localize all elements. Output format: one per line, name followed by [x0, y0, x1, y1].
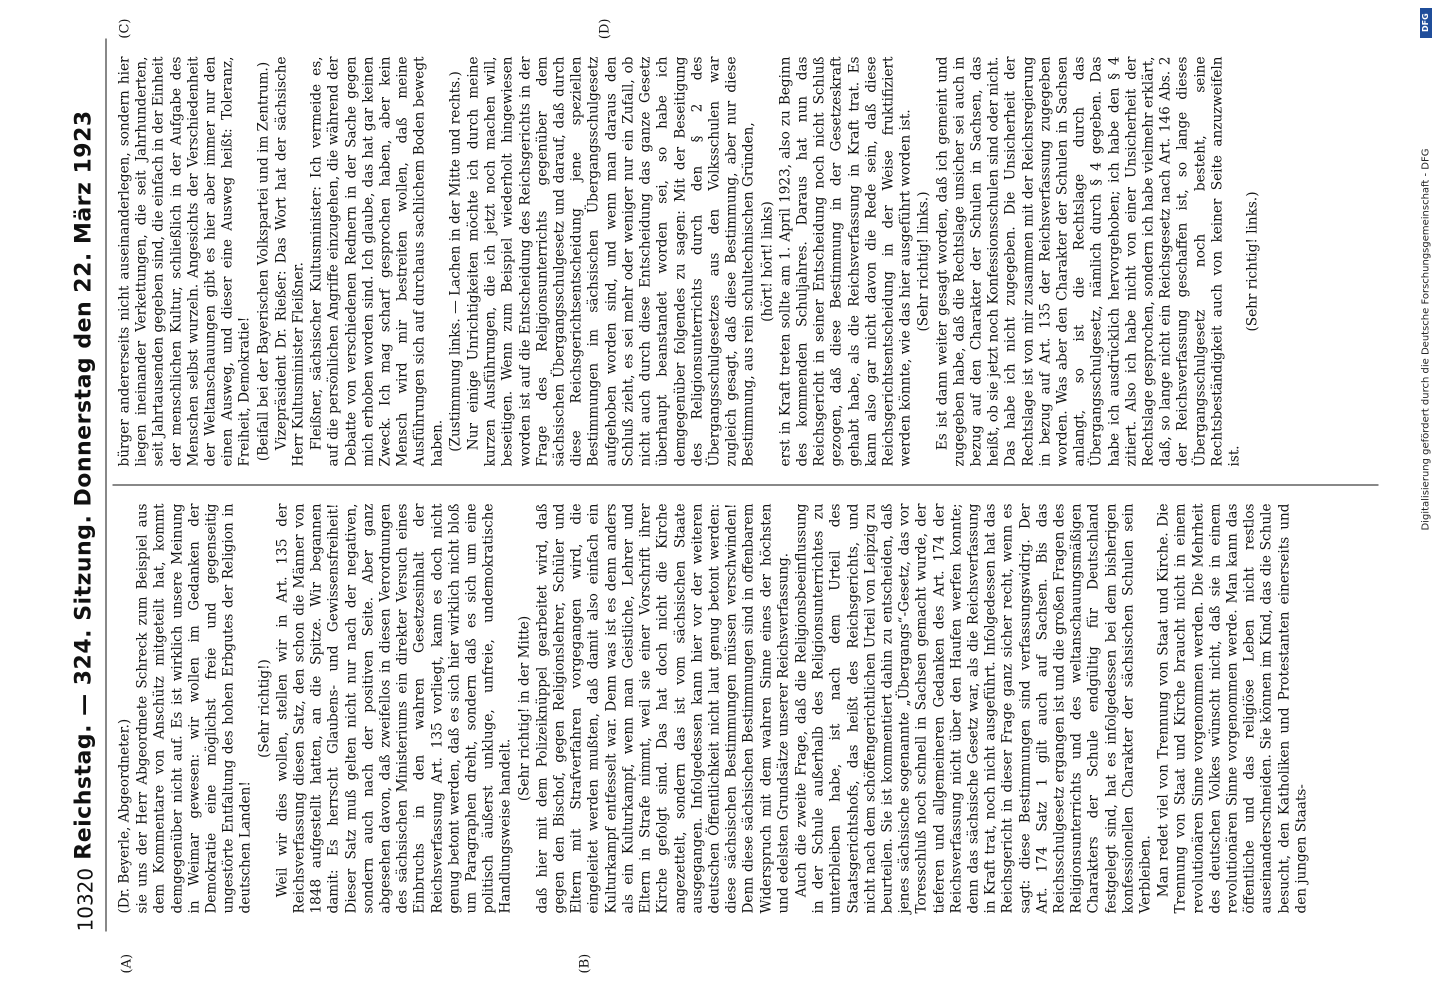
dfg-logo: DFG [1420, 8, 1432, 38]
paragraph: Auch die zweite Frage, daß die Religionsbeeinflussung in der Schule außerhalb des Religionsunterrichtes zu unterbleiben habe, ist nach dem Urteil des Staatsgerichtshofs, das heißt des Reichsgerichts, und nicht nach dem schöffengerichtlichen Urteil von Leipzig zu beurteilen. Sie ist kommentiert dahin zu entscheiden, daß jenes sächsische sogenannte „Übergangs“-Gesetz, das vor Toresschluß noch schnell in Sachsen gemacht wurde, der tieferen und allgemeineren Gedanken des Art. 174 der Reichsverfassung nicht über den Haufen werfen konnte; denn das sächsische Gesetz war, als die Reichsverfassung in Kraft trat, noch nicht ausgeführt. Infolgedessen hat das Reichsgericht in dieser Frage ganz sicher recht, wenn es sagt: diese Bestimmungen sind verfassungswidrig. Der Art. 174 Satz 1 gilt auch auf Sachsen. Bis das Reichsschulgesetz ergangen ist und die großen Fragen des Religionsunterrichts und des weltanschauungsmäßigen Charakters der Schule endgültig für Deutschland festgelegt sind, hat es infolgedessen bei dem bisherigen konfessionellen Charakter der sächsischen Schulen sein Verbleiben. [792, 503, 1153, 914]
scanned-page [47, 13, 1387, 988]
margin-marker-b: (B) [577, 953, 592, 974]
dfg-watermark-text: Digitalisierung gefördert durch die Deutsche Forschungsgemeinschaft - DFG [1420, 148, 1432, 531]
paragraph: bürger andererseits nicht auseinanderlegen, sondern hier liegen ineinander Verkettungen, die seit Jahrhunderten, seit Jahrtausenden gegeben sind, die einfach in der Einheit der menschlichen Kultur, schließlich in der Aufgabe des Menschen selbst wurzeln. Angesichts der Verschiedenheit der Weltanschauungen gibt es hier aber immer nur den einen Ausweg, und dieser eine Ausweg heißt: Toleranz, Freiheit, Demokratie! [116, 56, 253, 467]
interjection: (Sehr richtig!) [255, 659, 272, 758]
paragraph: Weil wir dies wollen, stellen wir in Art. 135 der Reichsverfassung diesen Satz, den schon die Männer von 1848 aufgestellt hatten, an die Spitze. Wir begannen damit: Es herrscht Glaubens- und Gewissensfreiheit! Dieser Satz muß gelten nicht nur nach der negativen, sondern auch nach der positiven Seite. Aber ganz abgesehen davon, daß zweifellos in diesen Verordnungen des sächsischen Ministeriums ein direkter Versuch eines Einbruchs in den wahren Gesetzesinhalt der Reichsverfassung Art. 135 vorliegt, kann es doch nicht genug betont werden, daß es sich hier wirklich nicht bloß um Paragraphen dreht, sondern daß es sich um eine politisch äußerst unkluge, unfreie, undemokratische Handlungsweise handelt. [273, 503, 514, 914]
margin-marker-d: (D) [597, 18, 612, 40]
paragraph: erst in Kraft treten sollte am 1. April 1923, also zu Beginn des kommenden Schuljahres. Daraus hat nun das Reichsgericht in seiner Entscheidung noch nicht Schluß gezogen, daß diese Bestimmung in der Gesetzeskraft gehabt habe, als die Reichsverfassung in Kraft trat. Es kann also gar nicht davon die Rede sein, daß diese Reichsgerichtsentscheidung in der Weise fruktifiziert werden könnte, wie das hier ausgeführt worden ist. [776, 56, 914, 467]
paragraph: Es ist dann weiter gesagt worden, daß ich gemeint und zugegeben habe, daß die Rechtslage unsicher sei auch in bezug auf den Charakter der Schulen in Sachsen, das heißt, ob sie jetzt noch Konfessionsschulen sind oder nicht. Das habe ich nicht zugegeben. Die Unsicherheit der Rechtslage ist von mir zusammen mit der Reichsregierung in bezug auf Art. 135 der Reichsverfassung zugegeben worden. Was aber den Charakter der Schulen in Sachsen anlangt, so ist die Rechtslage durch das Übergangsschulgesetz, nämlich durch § 4 gegeben. Das habe ich ausdrücklich hervorgehoben; ich habe den § 4 zitiert. Also ich habe nicht von einer Unsicherheit der Rechtslage gesprochen, sondern ich habe vielmehr erklärt, daß, so lange nicht ein Reichsgesetz nach Art. 146 Abs. 2 der Reichsverfassung geschaffen ist, so lange dieses Übergangsschulgesetz noch besteht, seine Rechtsbeständigkeit auch von keiner Seite anzuzweifeln ist. [933, 56, 1242, 467]
paragraph: sie uns der Herr Abgeordnete Schreck zum Beispiel aus dem Kommentare von Anschütz mitgeteilt hat, kommt demgegenüber nicht auf. Es ist wirklich unsere Meinung in Weimar gewesen: wir wollen im Gedanken der Demokratie eine möglichst freie und gegenseitig ungestörte Entfaltung des hohen Erbgutes der Religion in deutschen Landen! [134, 503, 254, 914]
paragraph: daß hier mit dem Polizeiknüppel gearbeitet wird, daß gegen den Bischof, gegen Religionslehrer, Schüler und Eltern mit Strafverfahren vorgegangen wird, die eingeleitet werden mußten, daß damit also einfach ein Kulturkampf entfesselt war. Denn was ist es denn anders als ein Kulturkampf, wenn man Geistliche, Lehrer und Eltern in Strafe nimmt, weil sie einer Vorschrift ihrer Kirche gefolgt sind. Das hat doch nicht die Kirche angezettelt, sondern das ist vom sächsischen Staate ausgegangen. Infolgedessen kann hier vor der weiteren deutschen Öffentlichkeit nicht laut genug betont werden: diese sächsischen Bestimmungen müssen verschwinden! Denn diese sächsischen Bestimmungen sind in offenbarem Widerspruch mit dem wahren Sinne eines der höchsten und edelsten Grundsätze unserer Reichsverfassung. [533, 503, 791, 914]
page-header [65, 39, 106, 932]
speaker-attribution: (Dr. Beyerle, Abgeordneter.) [116, 718, 132, 914]
interjection: (Sehr richtig! links.) [915, 191, 932, 332]
paragraph: Man redet viel von Trennung von Staat und Kirche. Die Trennung von Staat und Kirche braucht nicht in einem revolutionären Sinne vorgenommen werden. Die Mehrheit des deutschen Volkes wünscht nicht, daß sie in einem revolutionären Sinne vorgenommen werde. Man kann das öffentliche und das religiöse Leben nicht restlos auseinanderschneiden. Sie können im Kind, das die Schule besucht, den Katholiken und Protestanten einerseits und den jungen Staats- [1155, 503, 1309, 914]
interjection: (Beifall bei der Bayerischen Volkspartei und im Zentrum.) [254, 61, 271, 462]
speaker-paragraph: Fleißner, sächsischer Kultusminister: Ich vermeide es, auf die persönlichen Angriffe einzugehen, die während der Debatte von verschiedenen Rednern in der Sache gegen mich erhoben worden sind. Ich glaube, das hat gar keinen Zweck. Ich mag scharf gesprochen haben, aber kein Mensch wird mir bestreiten wollen, daß meine Ausführungen sich auf durchaus sachlichem Boden bewegt haben. [308, 56, 445, 467]
margin-marker-c: (C) [117, 18, 132, 39]
running-title: Reichstag. — 324. Sitzung. Donnerstag den 22. März 1923 [71, 110, 96, 860]
interjection: (hört! hört! links) [758, 201, 775, 322]
interjection: (Zustimmung links. — Lachen in der Mitte und rechts.) [446, 71, 463, 452]
margin-marker-a: (A) [119, 953, 134, 974]
left-column [112, 485, 1378, 932]
interjection: (Sehr richtig! links.) [1244, 191, 1261, 332]
text-columns [112, 39, 1378, 932]
page-number: 10320 [73, 867, 97, 932]
interjection: (Sehr richtig! in der Mitte) [515, 615, 532, 802]
right-column [112, 39, 1378, 485]
paragraph: Nur einige Unrichtigkeiten möchte ich durch meine kurzen Ausführungen, die ich jetzt noch machen will, beseitigen. Wenn zum Beispiel wiederholt hingewiesen worden ist auf die Entscheidung des Reichsgerichts in der Frage des Religionsunterrichts gegenüber dem sächsischen Übergangsschulgesetz und darauf, daß durch diese Reichsgerichtsentscheidung jene speziellen Bestimmungen im sächsischen Übergangsschulgesetz aufgehoben worden sind, und wenn man daraus den Schluß zieht, es sei mehr oder weniger nur ein Zufall, ob nicht auch durch diese Entscheidung das ganze Gesetz überhaupt beanstandet worden sei, so habe ich demgegenüber folgendes zu sagen: Mit der Beseitigung des Religionsunterrichts durch den § 2 des Übergangsschulgesetzes aus den Volksschulen war zugleich gesagt, daß diese Bestimmung, aber nur diese Bestimmung, aus rein schultechnischen Gründen, [465, 56, 757, 467]
speaker-paragraph: Vizepräsident Dr. Rießer: Das Wort hat der sächsische Herr Kultusminister Fleißner. [272, 56, 307, 467]
